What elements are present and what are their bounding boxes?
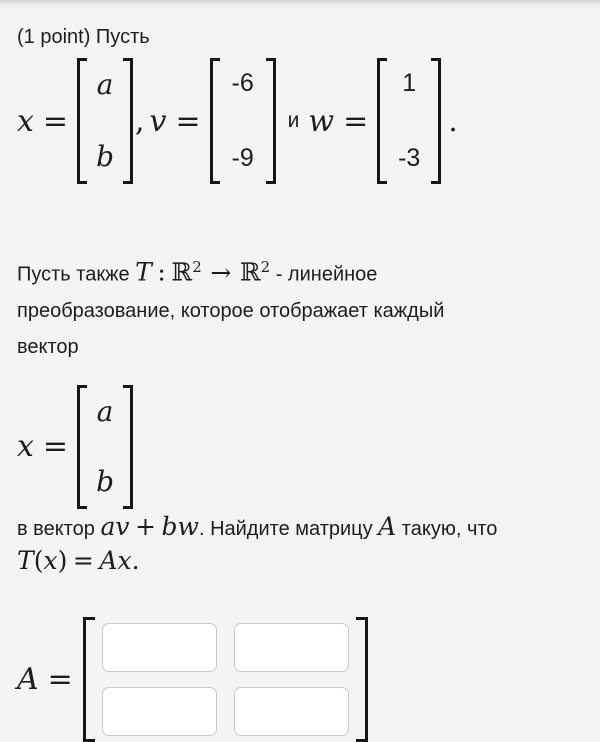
right-bracket (431, 58, 441, 184)
double-struck-R: ℝ (239, 257, 261, 287)
colon: : (157, 257, 166, 287)
math-var-x: x (17, 429, 34, 465)
math-var-T: T (17, 545, 34, 575)
answer-matrix-grid (102, 623, 349, 736)
task-paragraph (17, 511, 583, 579)
vector-v-entry-1: -6 (231, 69, 254, 97)
math-var-w: w (308, 103, 335, 139)
vector-entry-2: b (96, 464, 114, 498)
answer-matrix (83, 617, 368, 742)
text-segment: Пусть также (17, 263, 130, 286)
vector-v-entry-2: -9 (231, 144, 254, 172)
vector-w-entry-1: 1 (402, 69, 417, 97)
right-bracket (266, 58, 276, 184)
left-bracket (77, 58, 87, 184)
right-bracket (123, 58, 133, 184)
text-line: вектор (17, 335, 79, 358)
equals-sign: = (42, 429, 69, 465)
math-var-T: T (135, 257, 152, 287)
left-bracket (77, 385, 87, 509)
conjunction-and: и (287, 109, 300, 132)
right-bracket (123, 385, 133, 509)
equals-sign: = (175, 103, 201, 139)
vector-x (77, 58, 133, 184)
superscript-2: 2 (260, 258, 271, 276)
close-paren: ) (57, 545, 68, 575)
answer-matrix-row (17, 617, 583, 742)
text-segment: . Найдите матрицу (198, 517, 373, 540)
math-term-av: av (100, 511, 130, 541)
math-term-Ax: Ax (99, 545, 132, 575)
problem-header: (1 point) Пусть (17, 26, 150, 48)
vector-w (377, 58, 441, 184)
top-app-bar-shadow (0, 0, 600, 8)
vector-x-entry-2: b (96, 140, 114, 173)
math-var-v: v (149, 103, 167, 139)
equals-sign: = (343, 103, 369, 139)
plus-sign: + (135, 511, 156, 541)
matrix-input-r1c1[interactable] (102, 623, 217, 672)
vector-entry-1: a (96, 394, 114, 428)
vector-v (210, 58, 276, 184)
text-line: преобразование, которое отображает каждый (17, 299, 445, 322)
text-segment: такую, что (401, 517, 498, 540)
equals-sign: = (47, 661, 73, 697)
open-paren: ( (33, 545, 44, 575)
math-var-A: A (17, 661, 39, 697)
vector-w-entry-2: -3 (398, 144, 421, 172)
matrix-input-r2c2[interactable] (234, 687, 349, 736)
comma: , (135, 103, 145, 139)
equals-sign: = (42, 103, 69, 139)
text-segment: - линейное (275, 263, 378, 286)
period: . (448, 103, 458, 139)
given-vectors-formula (17, 58, 583, 184)
double-struck-R: ℝ (171, 257, 193, 287)
vector-x-entry-1: a (96, 68, 114, 101)
matrix-left-bracket (83, 617, 95, 742)
math-var-A: A (378, 511, 397, 541)
equals-sign: = (72, 545, 94, 575)
math-var-x: x (17, 103, 34, 139)
math-var-x: x (43, 545, 58, 575)
transformation-intro-paragraph (17, 250, 583, 365)
text-segment: в вектор (17, 517, 95, 540)
generic-vector-formula (17, 385, 583, 509)
matrix-input-r1c2[interactable] (234, 623, 349, 672)
left-bracket (210, 58, 220, 184)
vector-x (77, 385, 133, 509)
problem-body (0, 24, 600, 742)
matrix-input-r2c1[interactable] (102, 687, 217, 736)
math-term-bw: bw (161, 511, 199, 541)
superscript-2: 2 (192, 258, 202, 276)
answer-label (17, 662, 83, 697)
matrix-right-bracket (356, 617, 368, 742)
period: . (131, 545, 140, 575)
left-bracket (377, 58, 387, 184)
right-arrow: → (210, 257, 232, 287)
